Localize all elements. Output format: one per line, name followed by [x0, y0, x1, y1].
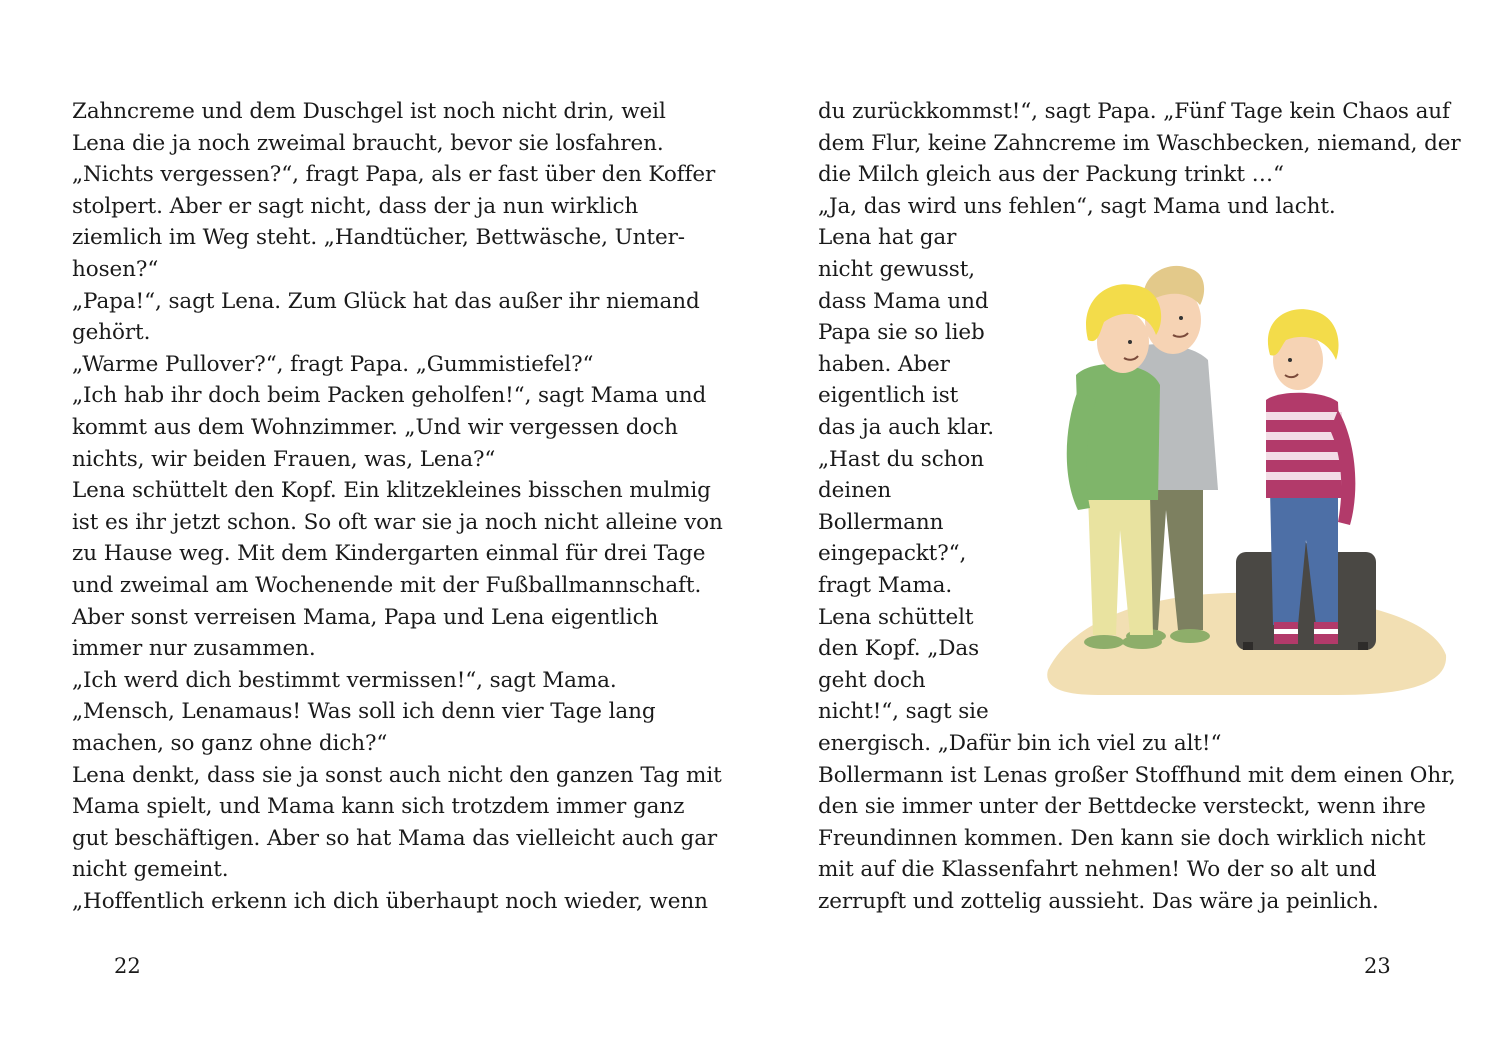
- text-line: die Milch gleich aus der Packung trinkt …“: [818, 162, 1284, 188]
- text-line: ziemlich im Weg steht. „Handtücher, Bettwäsche, Unter-: [72, 225, 685, 251]
- text-line: „Ja, das wird uns fehlen“, sagt Mama und lacht.: [818, 193, 1336, 219]
- text-line: Lena die ja noch zweimal braucht, bevor sie losfahren.: [72, 130, 664, 156]
- text-line: geht doch: [818, 667, 926, 693]
- text-line: zerrupft und zottelig aussieht. Das wäre ja peinlich.: [818, 889, 1379, 914]
- text-line: immer nur zusammen.: [72, 636, 316, 662]
- text-line: mit auf die Klassenfahrt nehmen! Wo der so alt und: [818, 857, 1377, 883]
- text-line: den Kopf. „Das: [818, 636, 980, 662]
- text-line: nicht gemeint.: [72, 857, 229, 883]
- text-line: „Papa!“, sagt Lena. Zum Glück hat das außer ihr niemand: [72, 288, 700, 314]
- text-line: „Hast du schon: [818, 446, 984, 472]
- text-line: deinen: [818, 478, 892, 504]
- right-page: [750, 0, 1500, 1056]
- text-line: du zurückkommst!“, sagt Papa. „Fünf Tage kein Chaos auf: [818, 99, 1450, 124]
- text-line: nicht gewusst,: [818, 257, 975, 282]
- text-line: zu Hause weg. Mit dem Kindergarten einmal für drei Tage: [72, 541, 706, 567]
- text-line: „Warme Pullover?“, fragt Papa. „Gummistiefel?“: [72, 351, 594, 377]
- text-line: Zahncreme und dem Duschgel ist noch nicht drin, weil: [72, 99, 666, 124]
- text-line: Lena denkt, dass sie ja sonst auch nicht den ganzen Tag mit: [72, 762, 722, 788]
- text-line: Lena hat gar: [818, 225, 957, 251]
- text-line: Papa sie so lieb: [818, 320, 985, 346]
- text-line: das ja auch klar.: [818, 415, 994, 440]
- text-line: nichts, wir beiden Frauen, was, Lena?“: [72, 446, 496, 472]
- page-number-right: 23: [1364, 954, 1391, 978]
- suitcase: [1236, 539, 1376, 650]
- text-line: eingepackt?“,: [818, 541, 967, 567]
- text-line: fragt Mama.: [818, 573, 953, 598]
- text-line: Aber sonst verreisen Mama, Papa und Lena eigentlich: [72, 604, 659, 630]
- text-line: dem Flur, keine Zahncreme im Waschbecken, niemand, der: [818, 130, 1461, 156]
- text-line: gehört.: [72, 320, 151, 346]
- text-line: energisch. „Dafür bin ich viel zu alt!“: [818, 731, 1222, 756]
- text-line: ist es ihr jetzt schon. So oft war sie ja noch nicht alleine von: [72, 509, 723, 535]
- text-line: machen, so ganz ohne dich?“: [72, 731, 388, 756]
- text-line: nicht!“, sagt sie: [818, 699, 989, 725]
- text-line: Lena schüttelt den Kopf. Ein klitzekleines bisschen mulmig: [72, 478, 711, 504]
- text-line: kommt aus dem Wohnzimmer. „Und wir vergessen doch: [72, 415, 678, 440]
- text-line: „Nichts vergessen?“, fragt Papa, als er fast über den Koffer: [72, 162, 716, 188]
- text-line: „Ich hab ihr doch beim Packen geholfen!“, sagt Mama und: [72, 383, 707, 409]
- text-line: haben. Aber: [818, 351, 950, 377]
- mama-figure: [1067, 284, 1162, 649]
- family-illustration: [1038, 250, 1450, 698]
- text-line: eigentlich ist: [818, 383, 959, 409]
- text-line: den sie immer unter der Bettdecke versteckt, wenn ihre: [818, 794, 1426, 820]
- text-line: dass Mama und: [818, 288, 989, 314]
- text-line: Bollermann: [818, 509, 944, 535]
- text-line: gut beschäftigen. Aber so hat Mama das vielleicht auch gar: [72, 825, 718, 851]
- text-line: hosen?“: [72, 257, 159, 282]
- page-number-left: 22: [114, 954, 141, 978]
- text-line: „Mensch, Lenamaus! Was soll ich denn vier Tage lang: [72, 699, 656, 725]
- text-line: stolpert. Aber er sagt nicht, dass der ja nun wirklich: [72, 193, 639, 219]
- text-line: Mama spielt, und Mama kann sich trotzdem immer ganz: [72, 794, 685, 820]
- text-line: Freundinnen kommen. Den kann sie doch wirklich nicht: [818, 825, 1426, 851]
- text-line: „Hoffentlich erkenn ich dich überhaupt noch wieder, wenn: [72, 889, 708, 914]
- text-line: Lena schüttelt: [818, 604, 974, 630]
- text-line: Bollermann ist Lenas großer Stoffhund mit dem einen Ohr,: [818, 762, 1456, 788]
- text-line: „Ich werd dich bestimmt vermissen!“, sagt Mama.: [72, 667, 617, 693]
- text-line: und zweimal am Wochenende mit der Fußballmannschaft.: [72, 573, 702, 598]
